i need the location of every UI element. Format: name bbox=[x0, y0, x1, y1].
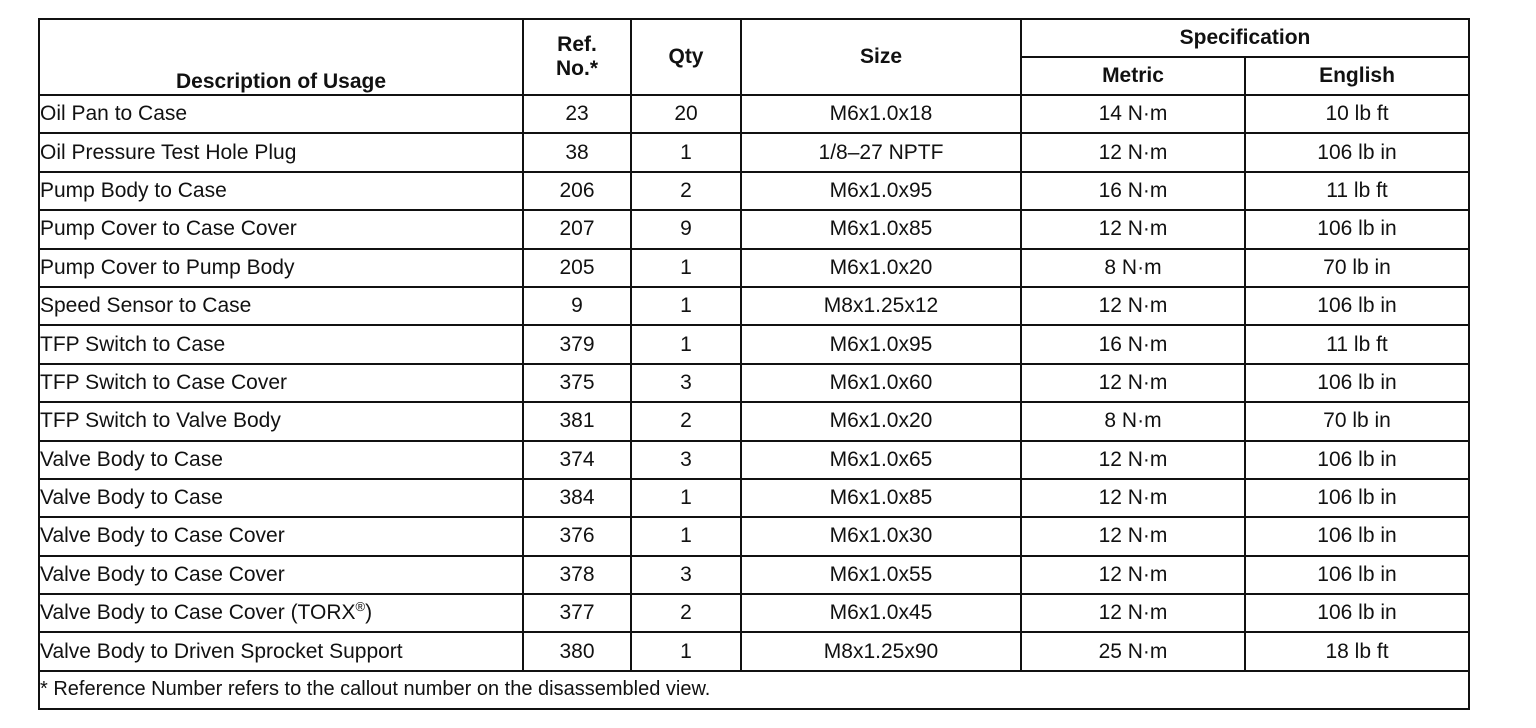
cell-metric: 12 N·m bbox=[1021, 364, 1245, 402]
cell-description bbox=[39, 364, 523, 402]
cell-description bbox=[39, 287, 523, 325]
cell-ref-no: 38 bbox=[523, 133, 631, 171]
cell-description bbox=[39, 95, 523, 133]
torque-spec-document bbox=[38, 18, 1468, 710]
description-text: TFP Switch to Valve Body bbox=[40, 409, 281, 433]
description-text: Pump Cover to Case Cover bbox=[40, 217, 297, 241]
cell-description bbox=[39, 172, 523, 210]
cell-description bbox=[39, 402, 523, 440]
cell-qty: 9 bbox=[631, 210, 741, 248]
cell-size: M6x1.0x95 bbox=[741, 325, 1021, 363]
cell-qty: 3 bbox=[631, 364, 741, 402]
cell-metric: 12 N·m bbox=[1021, 133, 1245, 171]
cell-description bbox=[39, 479, 523, 517]
description-text: Valve Body to Case bbox=[40, 447, 223, 471]
table-row bbox=[39, 364, 1469, 402]
cell-qty: 3 bbox=[631, 556, 741, 594]
cell-english: 106 lb in bbox=[1245, 517, 1469, 555]
registered-trademark-mark: ® bbox=[355, 599, 366, 615]
cell-size: 1/8–27 NPTF bbox=[741, 133, 1021, 171]
description-text: Speed Sensor to Case bbox=[40, 294, 252, 318]
cell-description bbox=[39, 594, 523, 632]
cell-english: 106 lb in bbox=[1245, 210, 1469, 248]
cell-english: 18 lb ft bbox=[1245, 632, 1469, 670]
cell-ref-no: 23 bbox=[523, 95, 631, 133]
cell-size: M6x1.0x20 bbox=[741, 402, 1021, 440]
table-header bbox=[39, 19, 1469, 95]
cell-metric: 16 N·m bbox=[1021, 172, 1245, 210]
description-text: Oil Pressure Test Hole Plug bbox=[40, 140, 297, 164]
cell-size: M6x1.0x60 bbox=[741, 364, 1021, 402]
description-text: TFP Switch to Case bbox=[40, 332, 226, 356]
cell-ref-no: 378 bbox=[523, 556, 631, 594]
table-row bbox=[39, 172, 1469, 210]
table-row bbox=[39, 325, 1469, 363]
cell-qty: 1 bbox=[631, 325, 741, 363]
cell-english: 106 lb in bbox=[1245, 479, 1469, 517]
cell-qty: 2 bbox=[631, 594, 741, 632]
cell-english: 10 lb ft bbox=[1245, 95, 1469, 133]
cell-ref-no: 9 bbox=[523, 287, 631, 325]
cell-description bbox=[39, 325, 523, 363]
cell-metric: 16 N·m bbox=[1021, 325, 1245, 363]
cell-english: 11 lb ft bbox=[1245, 172, 1469, 210]
cell-english: 70 lb in bbox=[1245, 402, 1469, 440]
cell-ref-no: 207 bbox=[523, 210, 631, 248]
cell-english: 11 lb ft bbox=[1245, 325, 1469, 363]
table-row bbox=[39, 133, 1469, 171]
cell-english: 106 lb in bbox=[1245, 364, 1469, 402]
cell-metric: 12 N·m bbox=[1021, 517, 1245, 555]
cell-metric: 12 N·m bbox=[1021, 210, 1245, 248]
cell-english: 106 lb in bbox=[1245, 594, 1469, 632]
cell-ref-no: 384 bbox=[523, 479, 631, 517]
cell-metric: 25 N·m bbox=[1021, 632, 1245, 670]
cell-qty: 1 bbox=[631, 287, 741, 325]
cell-ref-no: 374 bbox=[523, 441, 631, 479]
cell-ref-no: 381 bbox=[523, 402, 631, 440]
cell-size: M6x1.0x65 bbox=[741, 441, 1021, 479]
cell-ref-no: 206 bbox=[523, 172, 631, 210]
cell-qty: 2 bbox=[631, 172, 741, 210]
cell-size: M6x1.0x85 bbox=[741, 210, 1021, 248]
header-ref-line2: No.* bbox=[556, 57, 598, 80]
table-row bbox=[39, 402, 1469, 440]
cell-qty: 1 bbox=[631, 632, 741, 670]
cell-english: 70 lb in bbox=[1245, 249, 1469, 287]
cell-ref-no: 376 bbox=[523, 517, 631, 555]
description-text: Valve Body to Case Cover bbox=[40, 562, 285, 586]
table-row bbox=[39, 287, 1469, 325]
header-english: English bbox=[1245, 57, 1469, 95]
cell-english: 106 lb in bbox=[1245, 556, 1469, 594]
cell-metric: 12 N·m bbox=[1021, 594, 1245, 632]
cell-ref-no: 205 bbox=[523, 249, 631, 287]
header-ref-line1: Ref. bbox=[557, 33, 597, 56]
cell-description bbox=[39, 441, 523, 479]
table-row bbox=[39, 556, 1469, 594]
cell-size: M6x1.0x95 bbox=[741, 172, 1021, 210]
table-row bbox=[39, 632, 1469, 670]
cell-english: 106 lb in bbox=[1245, 133, 1469, 171]
header-metric: Metric bbox=[1021, 57, 1245, 95]
cell-description bbox=[39, 632, 523, 670]
cell-metric: 8 N·m bbox=[1021, 402, 1245, 440]
table-row bbox=[39, 517, 1469, 555]
cell-size: M6x1.0x20 bbox=[741, 249, 1021, 287]
cell-metric: 12 N·m bbox=[1021, 479, 1245, 517]
cell-qty: 3 bbox=[631, 441, 741, 479]
cell-metric: 12 N·m bbox=[1021, 556, 1245, 594]
table-row bbox=[39, 441, 1469, 479]
description-text: Pump Body to Case bbox=[40, 178, 227, 202]
cell-size: M8x1.25x90 bbox=[741, 632, 1021, 670]
header-size: Size bbox=[741, 19, 1021, 95]
table-row bbox=[39, 249, 1469, 287]
cell-size: M6x1.0x30 bbox=[741, 517, 1021, 555]
description-text: TFP Switch to Case Cover bbox=[40, 370, 288, 394]
cell-ref-no: 375 bbox=[523, 364, 631, 402]
description-text: Valve Body to Driven Sprocket Support bbox=[40, 639, 403, 663]
footnote: * Reference Number refers to the callout number on the disassembled view. bbox=[39, 671, 1469, 709]
header-ref-no bbox=[523, 19, 631, 95]
cell-description bbox=[39, 249, 523, 287]
cell-size: M6x1.0x45 bbox=[741, 594, 1021, 632]
cell-metric: 14 N·m bbox=[1021, 95, 1245, 133]
table-row bbox=[39, 210, 1469, 248]
cell-qty: 1 bbox=[631, 479, 741, 517]
cell-description bbox=[39, 517, 523, 555]
description-text: Valve Body to Case Cover (TORX bbox=[40, 601, 356, 625]
cell-ref-no: 379 bbox=[523, 325, 631, 363]
table-row bbox=[39, 95, 1469, 133]
cell-qty: 1 bbox=[631, 517, 741, 555]
cell-qty: 20 bbox=[631, 95, 741, 133]
cell-description bbox=[39, 133, 523, 171]
cell-description bbox=[39, 210, 523, 248]
table-body bbox=[39, 95, 1469, 671]
description-text: Valve Body to Case Cover bbox=[40, 524, 285, 548]
cell-metric: 8 N·m bbox=[1021, 249, 1245, 287]
cell-size: M6x1.0x85 bbox=[741, 479, 1021, 517]
cell-qty: 1 bbox=[631, 249, 741, 287]
cell-qty: 2 bbox=[631, 402, 741, 440]
header-specification: Specification bbox=[1021, 19, 1469, 57]
description-text: Pump Cover to Pump Body bbox=[40, 255, 295, 279]
cell-metric: 12 N·m bbox=[1021, 287, 1245, 325]
description-suffix: ) bbox=[365, 601, 373, 625]
cell-ref-no: 380 bbox=[523, 632, 631, 670]
cell-ref-no: 377 bbox=[523, 594, 631, 632]
header-qty: Qty bbox=[631, 19, 741, 95]
cell-english: 106 lb in bbox=[1245, 287, 1469, 325]
cell-size: M6x1.0x55 bbox=[741, 556, 1021, 594]
table-row bbox=[39, 479, 1469, 517]
cell-size: M8x1.25x12 bbox=[741, 287, 1021, 325]
torque-spec-table bbox=[38, 18, 1470, 710]
cell-description bbox=[39, 556, 523, 594]
description-text: Oil Pan to Case bbox=[40, 102, 188, 126]
cell-size: M6x1.0x18 bbox=[741, 95, 1021, 133]
header-description: Description of Usage bbox=[39, 19, 523, 95]
description-text: Valve Body to Case bbox=[40, 486, 223, 510]
cell-english: 106 lb in bbox=[1245, 441, 1469, 479]
cell-metric: 12 N·m bbox=[1021, 441, 1245, 479]
table-row bbox=[39, 594, 1469, 632]
cell-qty: 1 bbox=[631, 133, 741, 171]
